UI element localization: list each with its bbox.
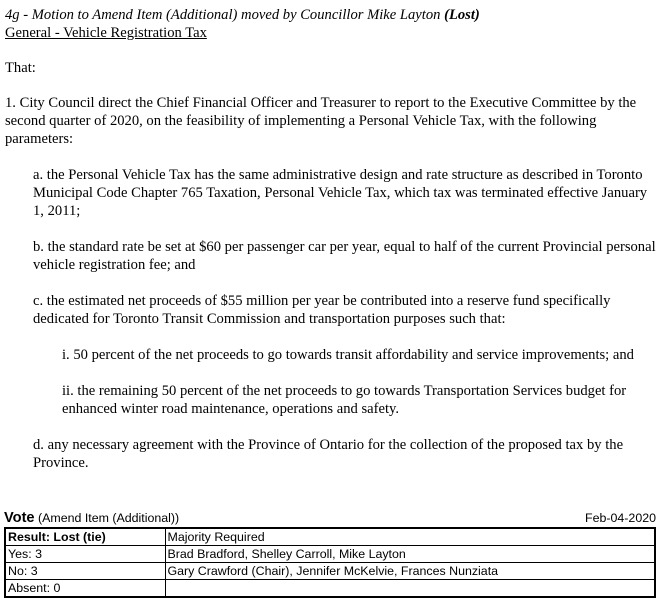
parameter-a: a. the Personal Vehicle Tax has the same administrative design and rate structure as described in Toronto Municipal Code Chapter 765 Taxation, Personal Vehicle Tax, which tax was terminated effective January 1, 2011;	[33, 167, 648, 219]
vote-table	[4, 527, 656, 598]
vote-yes-value: Brad Bradford, Shelley Carroll, Mike Layton	[165, 546, 655, 563]
vote-date: Feb-04-2020	[585, 511, 656, 525]
parameter-d: d. any necessary agreement with the Province of Ontario for the collection of the proposed tax by the Province.	[33, 437, 624, 471]
that-label: That:	[5, 60, 36, 76]
vote-row-yes	[5, 546, 655, 563]
motion-document	[5, 6, 657, 472]
motion-outcome: (Lost)	[444, 7, 480, 23]
vote-title: Vote	[4, 510, 35, 526]
vote-result-label: Result: Lost (tie)	[5, 528, 165, 546]
parameter-b: b. the standard rate be set at $60 per passenger car per year, equal to half of the current Provincial personal vehicle registration fee; and	[33, 239, 656, 273]
vote-row-absent	[5, 580, 655, 598]
motion-title	[5, 6, 657, 24]
vote-yes-label: Yes: 3	[5, 546, 165, 563]
vote-absent-value	[165, 580, 655, 598]
vote-row-no	[5, 563, 655, 580]
vote-result-value: Majority Required	[165, 528, 655, 546]
parameter-c-ii: ii. the remaining 50 percent of the net proceeds to go towards Transportation Services budget for enhanced winter road maintenance, operations and safety.	[62, 383, 627, 417]
parameter-c: c. the estimated net proceeds of $55 million per year be contributed into a reserve fund specifically dedicated for Toronto Transit Commission and transportation purposes such that:	[33, 293, 611, 327]
motion-title-text: 4g - Motion to Amend Item (Additional) moved by Councillor Mike Layton	[5, 7, 445, 23]
motion-subtitle: General - Vehicle Registration Tax	[5, 25, 207, 41]
vote-no-value: Gary Crawford (Chair), Jennifer McKelvie, Frances Nunziata	[165, 563, 655, 580]
parameter-c-i: i. 50 percent of the net proceeds to go towards transit affordability and service improvements; and	[62, 347, 634, 363]
vote-no-label: No: 3	[5, 563, 165, 580]
vote-section	[4, 509, 656, 598]
vote-subtitle: (Amend Item (Additional))	[34, 511, 180, 525]
vote-row-result	[5, 528, 655, 546]
recommendation-1: 1. City Council direct the Chief Financial Officer and Treasurer to report to the Executive Committee by the second quarter of 2020, on the feasibility of implementing a Personal Vehicle Tax, with the following parameters:	[5, 95, 637, 147]
vote-absent-label: Absent: 0	[5, 580, 165, 598]
vote-header	[4, 509, 656, 527]
